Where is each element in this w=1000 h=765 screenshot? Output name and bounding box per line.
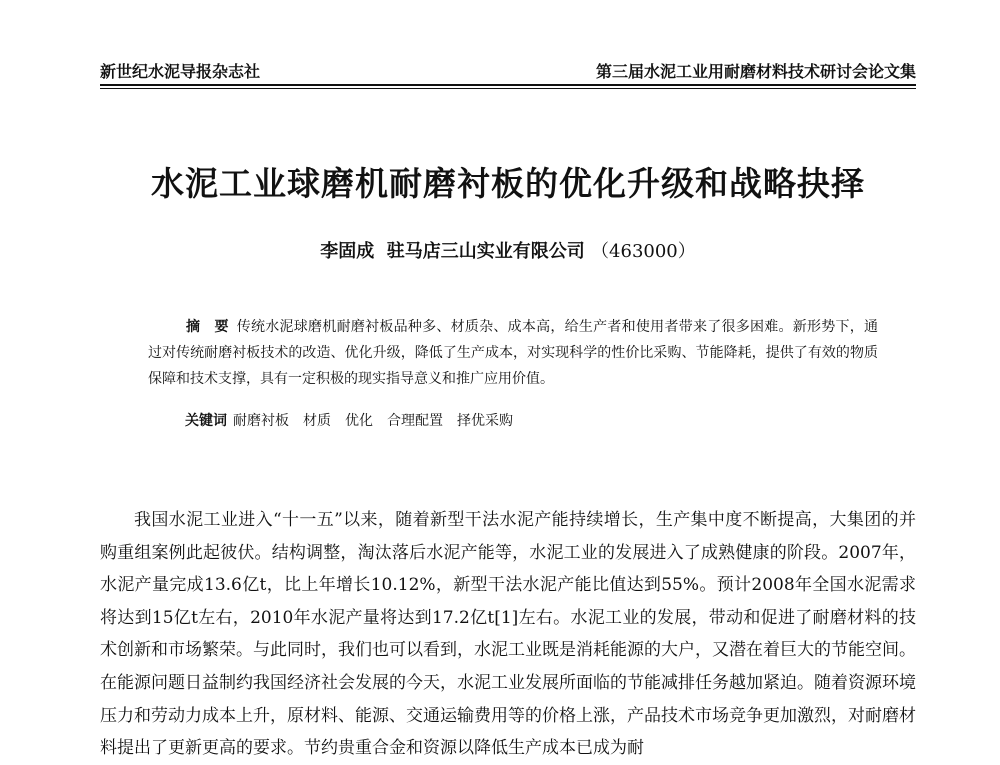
body-paragraph: 我国水泥工业进入“十一五”以来，随着新型干法水泥产能持续增长，生产集中度不断提高，大集团的并购重组案例此起彼伏。结构调整，淘汰落后水泥产能等，水泥工业的发展进入了成熟健康的阶段。2007年，水泥产量完成13.6亿t，比上年增长10.12%，新型干法水泥产能比值达到55%。预计2008年全国水泥需求将达到15亿t左右，2010年水泥产量将达到17.2亿t[1]左右。水泥工业的发展，带动和促进了耐磨材料的技术创新和市场繁荣。与此同时，我们也可以看到，水泥工业既是消耗能源的大户，又潜在着巨大的节能空间。在能源问题日益制约我国经济社会发展的今天，水泥工业发展所面临的节能减排任务越加紧迫。随着资源环境压力和劳动力成本上升，原材料、能源、交通运输费用等的价格上涨，产品技术市场竞争更加激烈，对耐磨材料提出了更新更高的要求。节约贵重合金和资源以降低生产成本已成为耐 xyxy=(100,510,916,759)
author-line xyxy=(100,240,916,264)
keywords xyxy=(185,410,875,432)
header-divider xyxy=(100,88,916,89)
running-header xyxy=(100,62,916,86)
abstract xyxy=(148,314,878,392)
author-name: 李固成 xyxy=(320,241,375,262)
abstract-text: 传统水泥球磨机耐磨衬板品种多、材质杂、成本高，给生产者和使用者带来了很多困难。新形势下，通过对传统耐磨衬板技术的改造、优化升级，降低了生产成本，对实现科学的性价比采购、节能降耗，提供了有效的物质保障和技术支撑，具有一定积极的现实指导意义和推广应用价值。 xyxy=(148,319,879,387)
header-publisher: 新世纪水泥导报杂志社 xyxy=(100,62,261,81)
keywords-label: 关键词 xyxy=(185,413,227,429)
abstract-label: 摘 要 xyxy=(186,319,229,335)
author-postcode: （463000） xyxy=(591,241,696,262)
paper-title: 水泥工业球磨机耐磨衬板的优化升级和战略抉择 xyxy=(151,164,865,203)
author-affiliation: 驻马店三山实业有限公司 xyxy=(386,241,585,262)
keywords-text: 耐磨衬板 材质 优化 合理配置 择优采购 xyxy=(233,413,513,429)
header-proceedings-title: 第三届水泥工业用耐磨材料技术研讨会论文集 xyxy=(595,62,916,81)
